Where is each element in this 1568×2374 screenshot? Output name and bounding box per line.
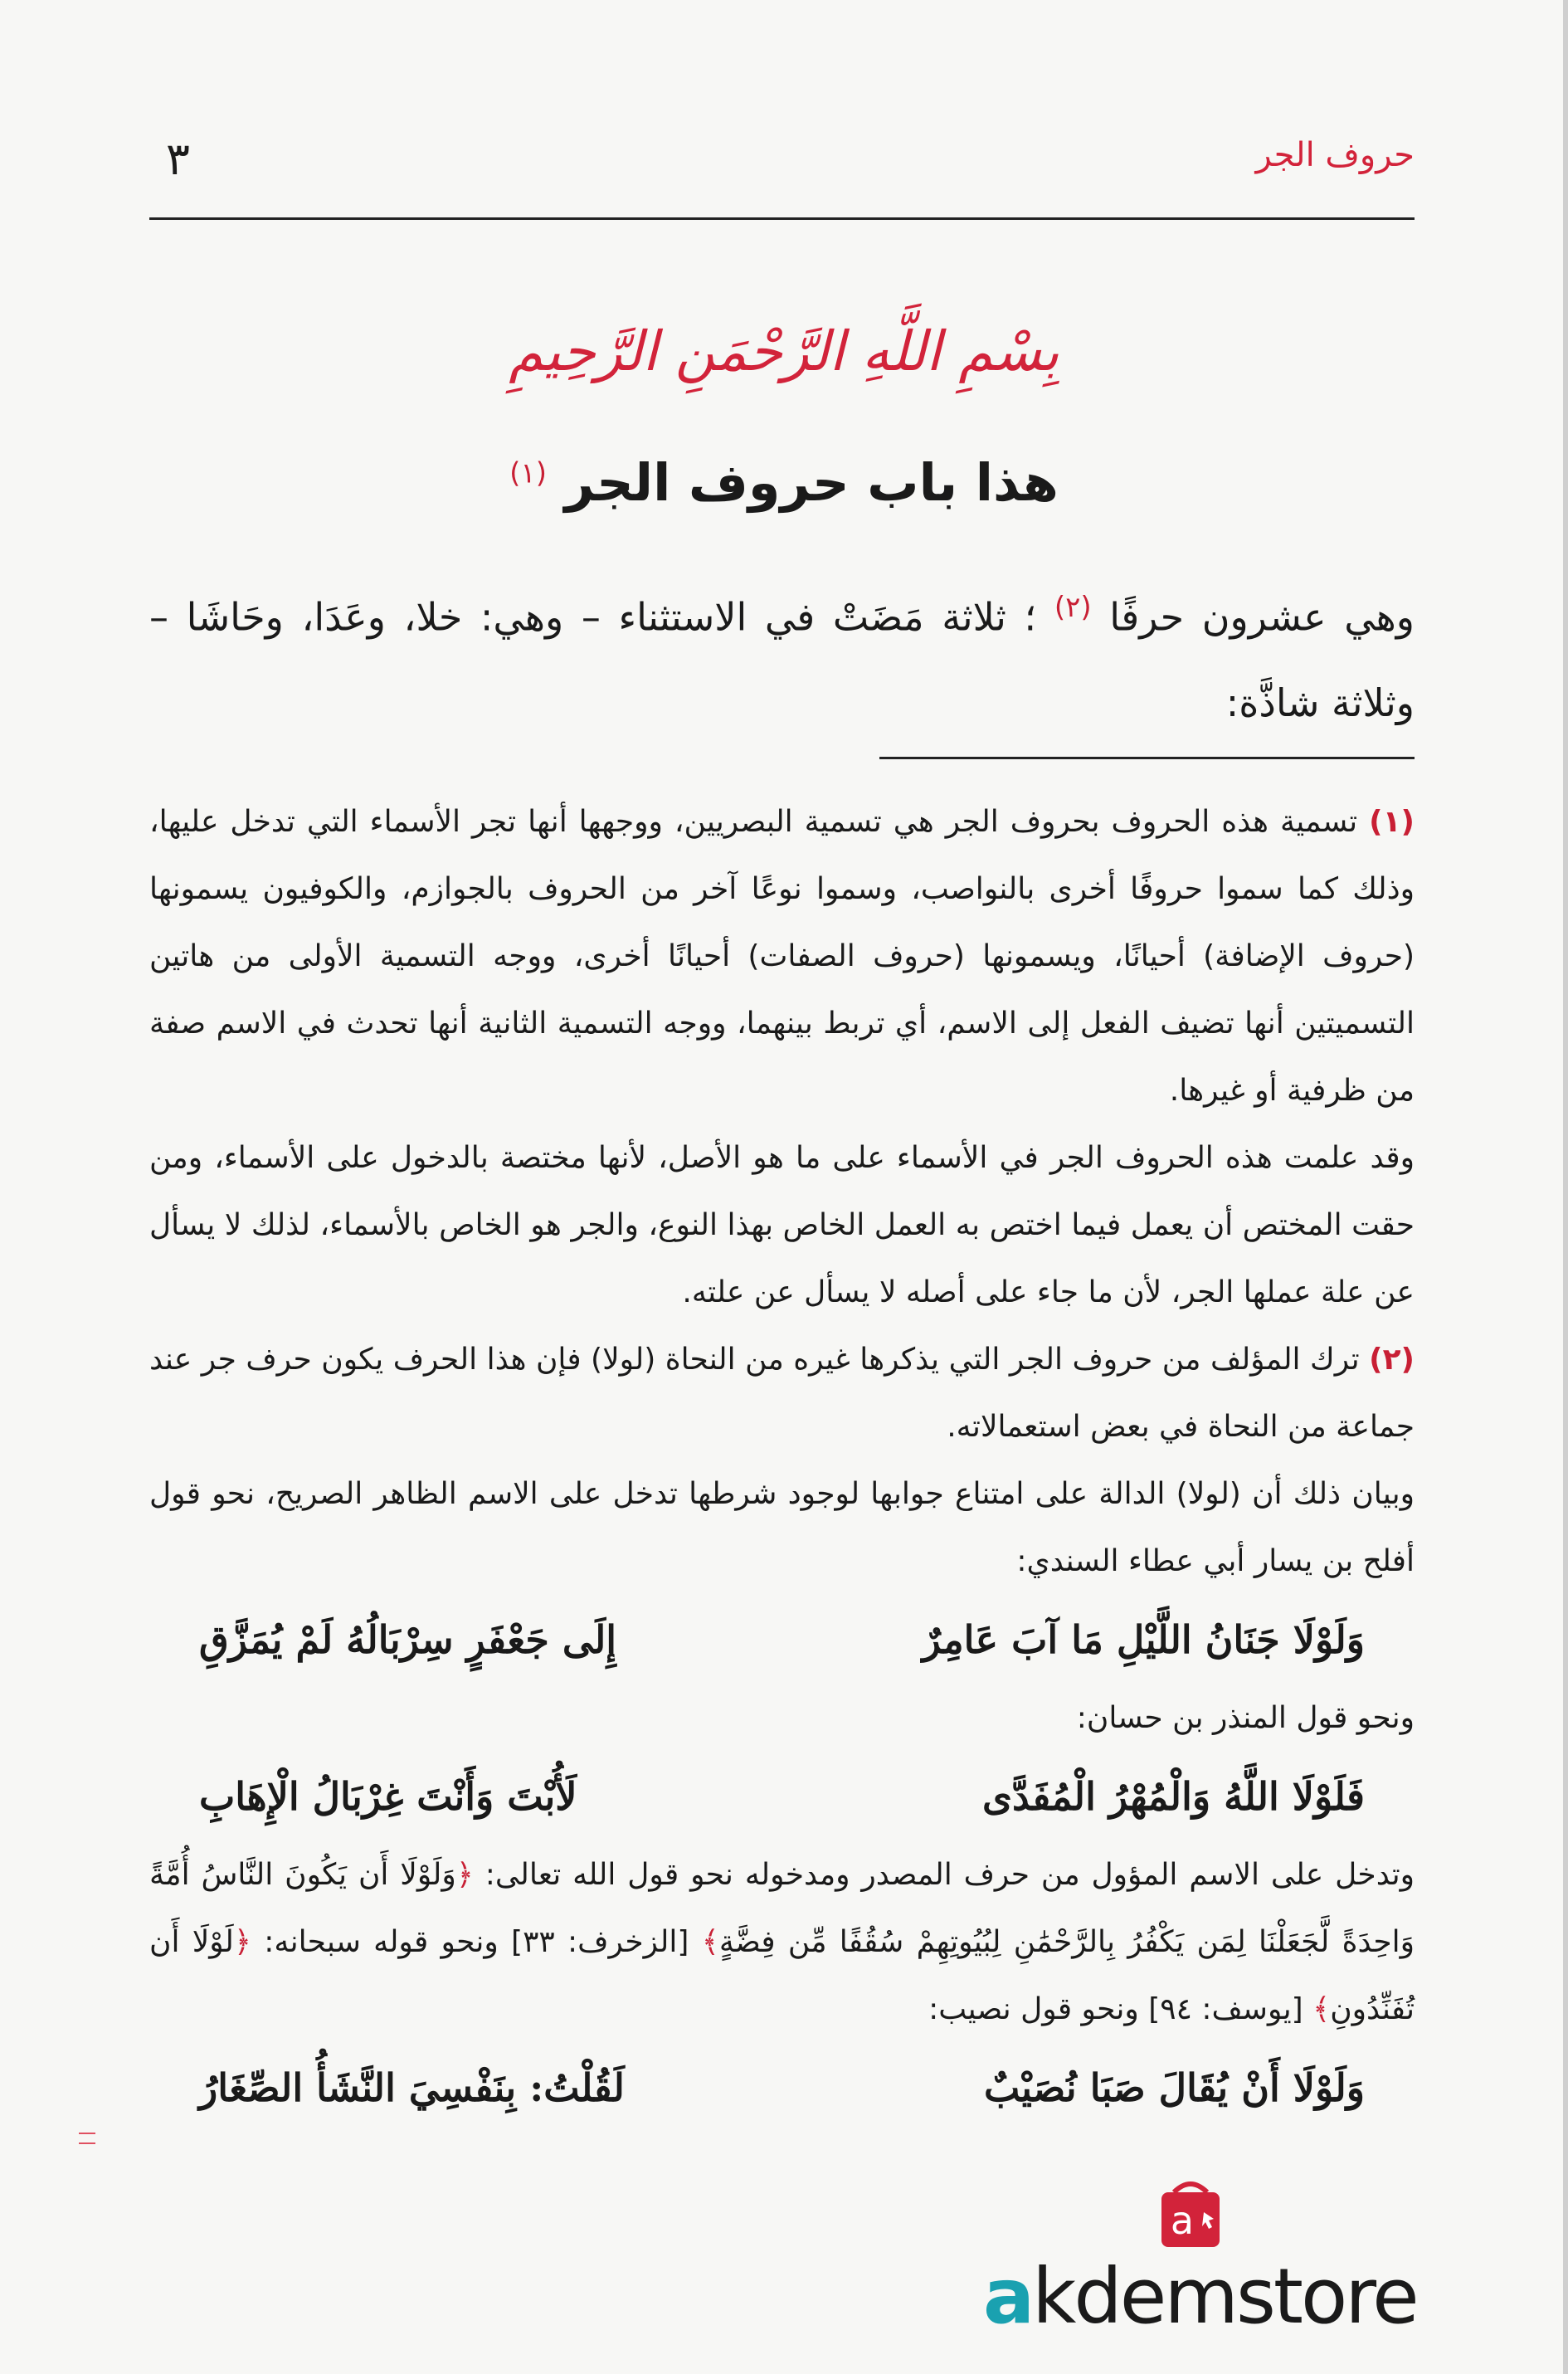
basmala: بِسْمِ اللَّهِ الرَّحْمَنِ الرَّحِيمِ [509,319,1059,383]
page-number: ٣ [166,133,191,185]
footnotes [149,788,1415,2133]
verse-2-second-hemistich: لَأُبْتَ وَأَنْتَ غِرْبَالُ الْإِهَابِ [199,1774,577,1819]
chapter-footnote-ref: (١) [509,456,547,490]
header-rule [149,217,1415,220]
footnote-2-paragraph-2: وبيان ذلك أن (لولا) الدالة على امتناع جوابها لوجود شرطها تدخل على الاسم الظاهر الصريح، نحو قول أفلح بن يسار أبي عطاء السندي: [149,1477,1415,1578]
logo-letter-a: a [983,2252,1033,2341]
footnote-2 [149,1326,1415,1460]
footnote-2-text: ترك المؤلف من حروف الجر التي يذكرها غيره من النحاة (لولا) فإن هذا الحرف يكون حرف جر عند جماعة من النحاة في بعض استعمالاته. [149,1343,1415,1444]
quran-ref-2: [يوسف: ٩٤] [1148,1992,1303,2026]
verse-3-first-hemistich: وَلَوْلَا أَنْ يُقَالَ صَبَا نُصَيْبٌ [983,2065,1365,2110]
footnote-1 [149,788,1415,1124]
chapter-title-text: هذا باب حروف الجر [564,452,1059,513]
quran-verse-1: وَلَوْلَا أَن يَكُونَ النَّاسُ أُمَّةً وَاحِدَةً لَّجَعَلْنَا لِمَن يَكْفُرُ بِالرَّحْمَٰنِ لِبُيُوتِهِمْ سُقُفًا مِّن فِضَّةٍ [149,1858,1415,1959]
quran-verse-2: لَوْلَا أَن تُفَنِّدُونِ [149,1925,1415,2026]
svg-text:a: a [1170,2198,1195,2243]
poem-3-intro: ونحو قول نصيب: [928,1992,1139,2026]
quran-2-intro: ونحو قوله سبحانه: [264,1925,499,1959]
logo-letters: kdemstore [1032,2252,1417,2341]
main-text-part1: وهي عشرون حرفًا [1109,594,1415,640]
footnote-1-number: (١) [1369,805,1415,839]
quran-bracket-close-icon: ﴾ [701,1925,719,1959]
chapter-title [0,452,1568,513]
verse-1-first-hemistich: وَلَوْلَا جَنَانُ اللَّيْلِ مَا آبَ عَامِرٌ [922,1617,1365,1662]
footnote-ref-2: (٢) [1054,591,1092,624]
main-text-part2: ؛ ثلاثة مَضَتْ في الاستثناء – وهي: خلا، وعَدَا، وحَاشَا – وثلاثة شاذَّة: [149,594,1415,726]
poem-verse-1 [149,1595,1415,1684]
quran-bracket-open-icon: ﴿ [233,1925,251,1959]
footnote-rule [879,757,1415,759]
running-header [149,133,1415,191]
quran-ref-1: [الزخرف: ٣٣] [511,1925,689,1959]
margin-mark-icon [79,2133,95,2144]
running-title: حروف الجر [1255,136,1415,174]
store-logo-icon [1149,2174,1232,2253]
main-text [149,564,1415,746]
store-logo-text [983,2252,1417,2341]
poem-verse-2 [149,1752,1415,1841]
verse-2-first-hemistich: فَلَوْلَا اللَّهُ وَالْمُهْرُ الْمُفَدَّى [982,1774,1365,1819]
poem-2-intro: ونحو قول المنذر بن حسان: [1076,1701,1415,1735]
quran-bracket-open-icon: ﴿ [455,1858,474,1892]
footnote-2-number: (٢) [1369,1343,1415,1377]
poem-verse-3 [149,2043,1415,2133]
footnote-1-paragraph-2: وقد علمت هذه الحروف الجر في الأسماء على ما هو الأصل، لأنها مختصة بالدخول على الأسماء، ومن حقت المختص أن يعمل فيما اختص به العمل الخاص بهذا النوع، والجر هو الخاص بالأسماء، لذلك لا يسأل عن علة عملها الجر، لأن ما جاء على أصله لا يسأل عن علته. [149,1141,1415,1309]
quran-intro: وتدخل على الاسم المؤول من حرف المصدر ومدخوله نحو قول الله تعالى: [485,1858,1415,1892]
quran-paragraph [149,1841,1415,2043]
footnote-1-text: تسمية هذه الحروف بحروف الجر هي تسمية البصريين، ووجهها أنها تجر الأسماء التي تدخل عليها، وذلك كما سموا حروفًا أخرى بالنواصب، وسموا نوعًا آخر من الحروف بالجوازم، والكوفيون يسمونها (حروف الإضافة) أحيانًا، ويسمونها (حروف الصفات) أحيانًا أخرى، ووجه التسمية الأولى من هاتين التسميتين أنها تضيف الفعل إلى الاسم، أي تربط بينهما، ووجه التسمية الثانية أنها تحدث في الاسم صفة من ظرفية أو غيرها. [149,805,1415,1108]
verse-1-second-hemistich: إِلَى جَعْفَرٍ سِرْبَالُهُ لَمْ يُمَزَّقِ [199,1617,616,1662]
verse-3-second-hemistich: لَقُلْتُ: بِنَفْسِيَ النَّشَأُ الصِّغَارُ [199,2065,625,2110]
quran-bracket-close-icon: ﴾ [1312,1992,1331,2026]
